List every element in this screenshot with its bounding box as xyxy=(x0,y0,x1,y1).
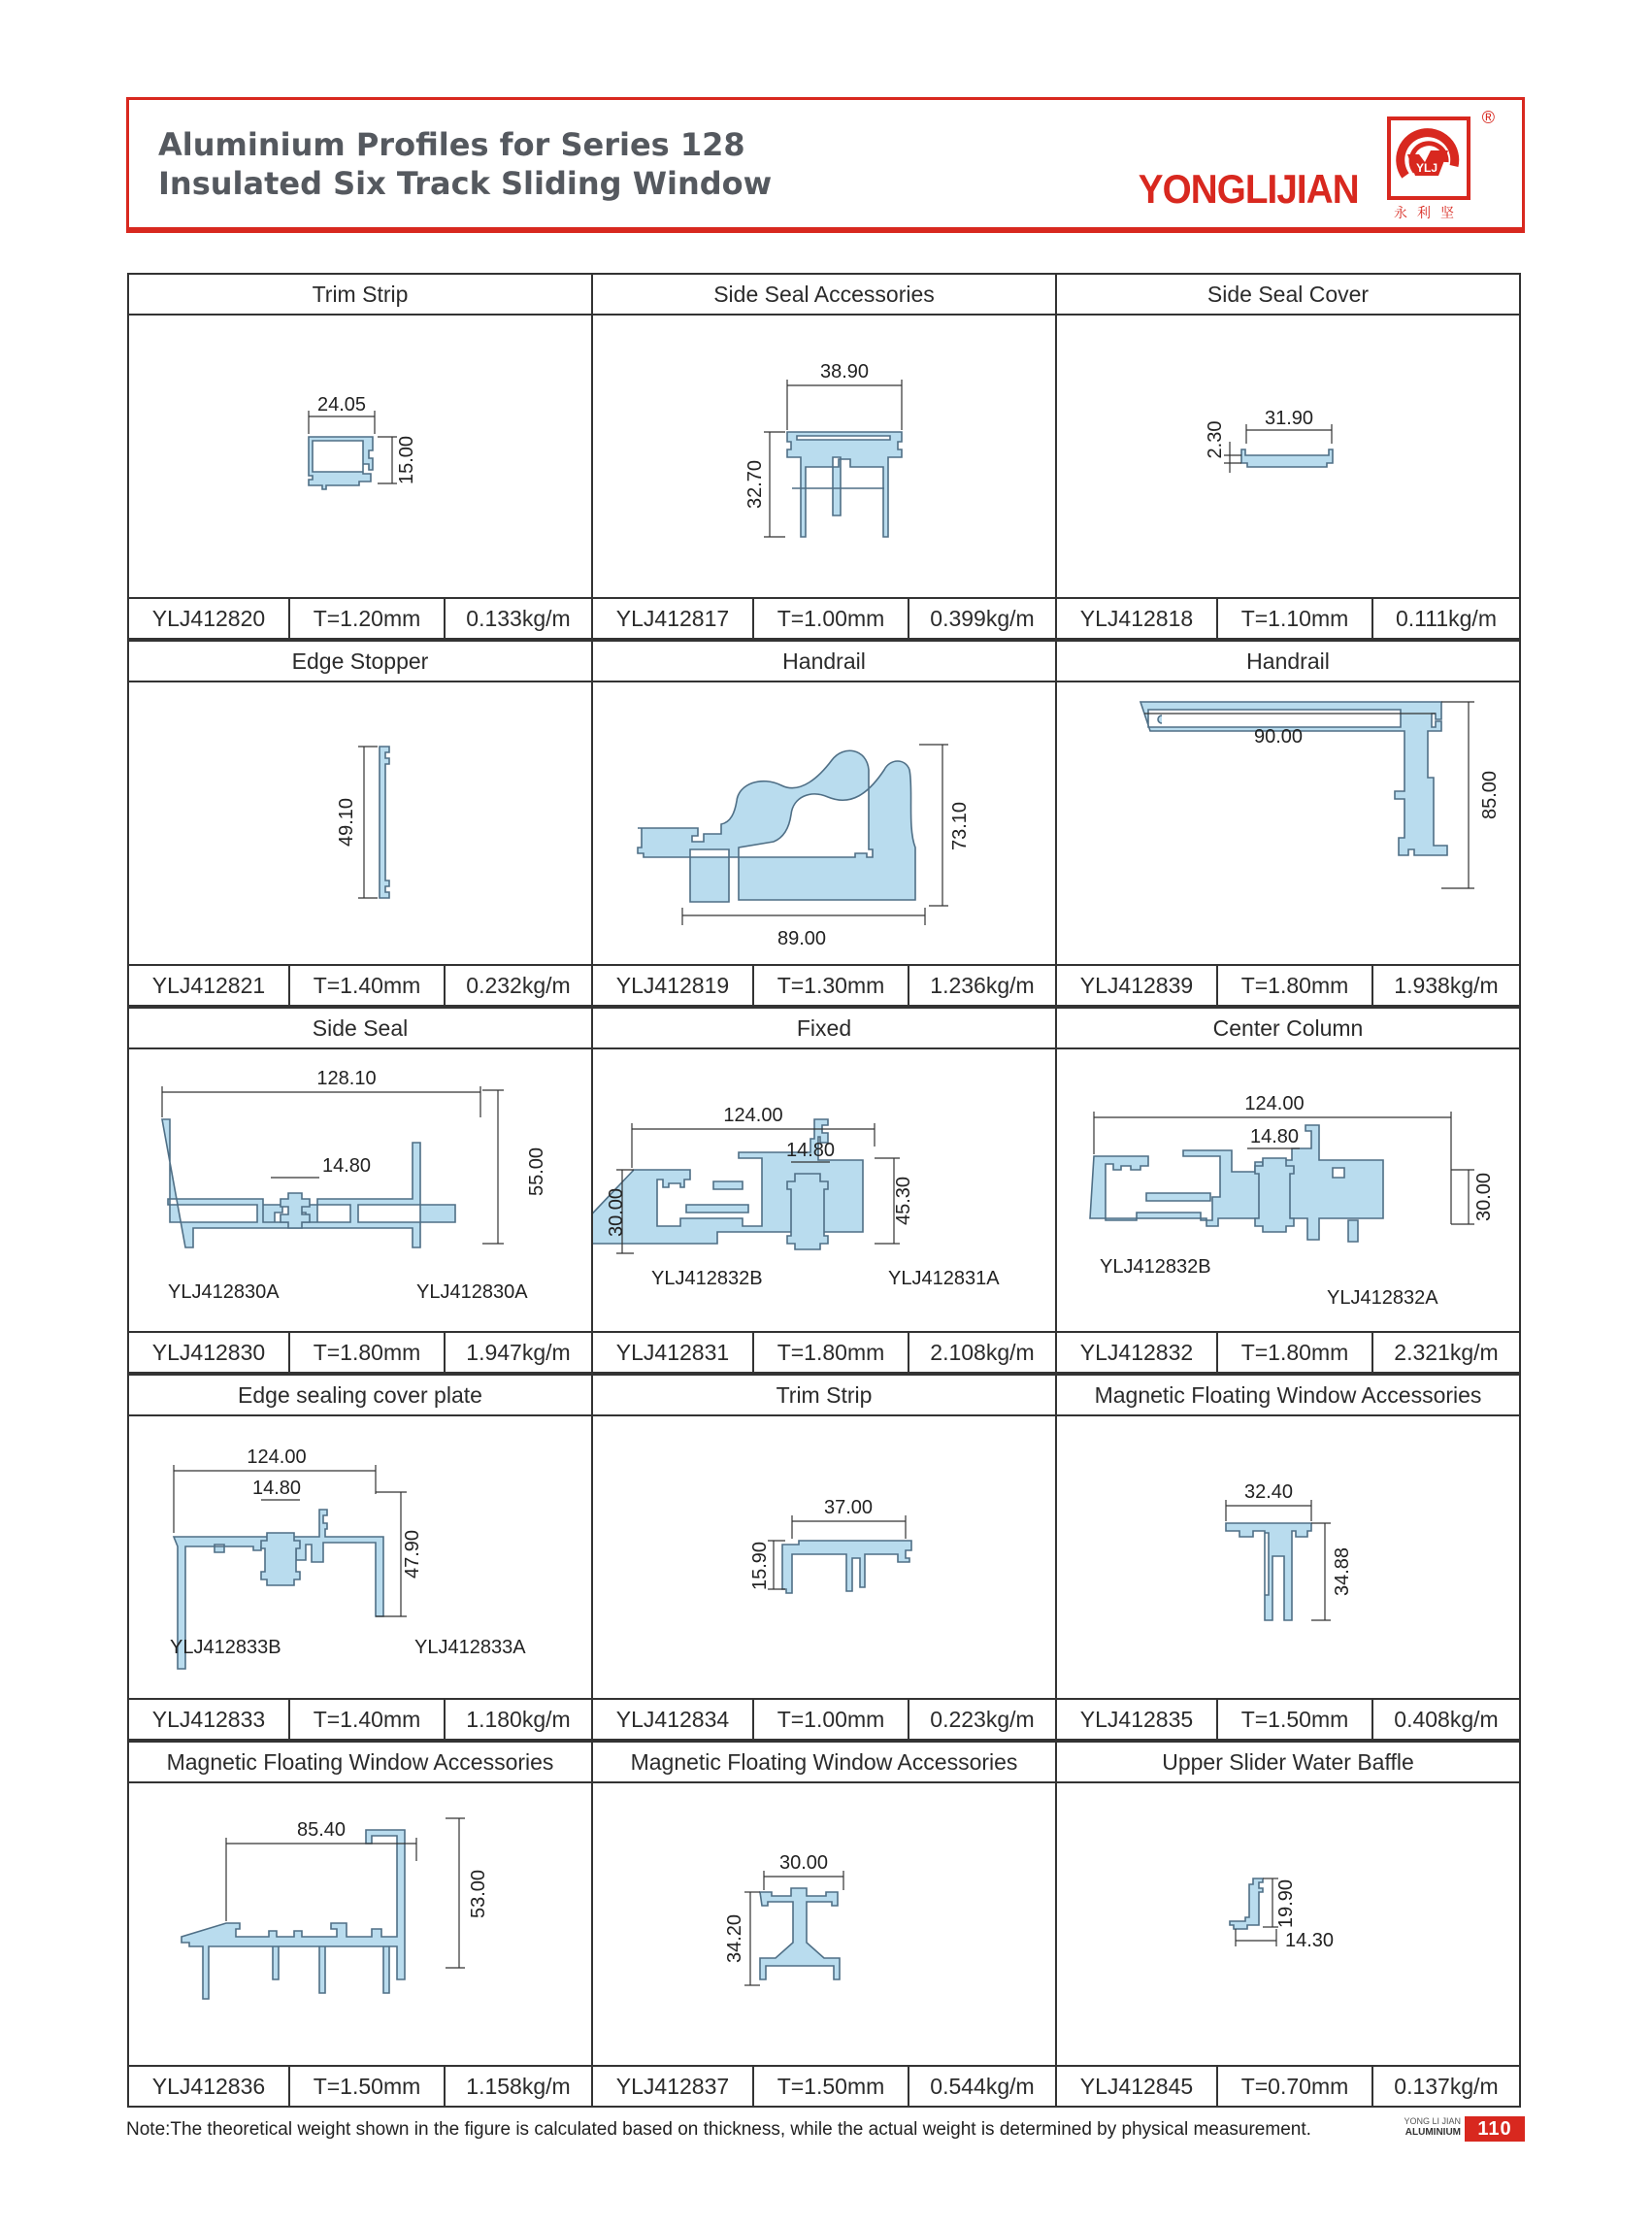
profile-spec-row xyxy=(593,1698,1055,1739)
profile-drawing xyxy=(129,1416,591,1698)
dimension-label: 19.90 xyxy=(1275,1878,1297,1929)
profile-weight: 0.223kg/m xyxy=(930,1707,1035,1732)
profile-spec-row xyxy=(129,1331,591,1372)
profile-name: Fixed xyxy=(593,1009,1055,1049)
profile-weight: 0.133kg/m xyxy=(466,606,571,631)
brand-chinese-name: 永利坚 xyxy=(1394,206,1464,221)
dimension-label: 124.00 xyxy=(723,1105,783,1126)
profile-card xyxy=(591,640,1057,1007)
profile-card xyxy=(127,1741,593,2108)
profile-name: Side Seal Accessories xyxy=(593,275,1055,316)
profile-name: Center Column xyxy=(1057,1009,1519,1049)
profile-name: Edge Stopper xyxy=(129,642,591,682)
profile-spec-row xyxy=(593,597,1055,638)
profile-code: YLJ412819 xyxy=(593,966,754,1005)
profile-spec-row xyxy=(1057,597,1519,638)
part-label: YLJ412833B xyxy=(170,1637,281,1658)
profile-drawing xyxy=(1057,1049,1519,1331)
profile-code: YLJ412820 xyxy=(129,599,290,638)
profile-thickness: T=1.00mm xyxy=(754,1700,909,1739)
profile-drawing xyxy=(1057,682,1519,964)
profile-thickness: T=1.80mm xyxy=(1218,1333,1373,1372)
dimension-label: 32.40 xyxy=(1243,1481,1294,1503)
profile-thickness: T=1.50mm xyxy=(290,2067,446,2106)
profile-weight: 0.232kg/m xyxy=(466,973,571,998)
profile-spec-row xyxy=(1057,1698,1519,1739)
profile-thickness: T=1.20mm xyxy=(290,599,446,638)
profile-name: Handrail xyxy=(1057,642,1519,682)
dimension-label: 34.20 xyxy=(724,1913,745,1964)
dimension-label: 14.80 xyxy=(785,1140,836,1161)
profile-drawing xyxy=(129,682,591,964)
profile-code: YLJ412833 xyxy=(129,1700,290,1739)
dimension-label: 124.00 xyxy=(247,1446,307,1468)
profile-drawing xyxy=(593,1416,1055,1698)
dimension-label: 14.30 xyxy=(1284,1930,1335,1951)
profile-row xyxy=(127,273,1526,640)
profile-spec-row xyxy=(129,964,591,1005)
page-number: 110 xyxy=(1465,2116,1525,2142)
profile-card xyxy=(591,1007,1057,1374)
profile-name: Magnetic Floating Window Accessories xyxy=(593,1743,1055,1783)
profile-code: YLJ412818 xyxy=(1057,599,1218,638)
footer-brand-line-2: ALUMINIUM xyxy=(1404,2127,1461,2138)
profile-drawing xyxy=(129,1049,591,1331)
profile-drawing xyxy=(593,1783,1055,2065)
dimension-label: 55.00 xyxy=(526,1147,547,1197)
profile-card xyxy=(1055,1741,1521,2108)
part-label: YLJ412832B xyxy=(651,1268,763,1289)
profile-thickness: T=0.70mm xyxy=(1218,2067,1373,2106)
profile-thickness: T=1.10mm xyxy=(1218,599,1373,638)
profile-card xyxy=(1055,1007,1521,1374)
profile-thickness: T=1.80mm xyxy=(754,1333,909,1372)
profile-drawing xyxy=(1057,316,1519,597)
dimension-label: 53.00 xyxy=(468,1869,489,1919)
profile-code: YLJ412845 xyxy=(1057,2067,1218,2106)
profile-code: YLJ412831 xyxy=(593,1333,754,1372)
part-label: YLJ412832A xyxy=(1327,1287,1438,1309)
profile-drawing xyxy=(1057,1783,1519,2065)
profile-spec-row xyxy=(1057,2065,1519,2106)
dimension-label: 37.00 xyxy=(823,1497,874,1518)
profile-card xyxy=(1055,640,1521,1007)
footer-brand-line-1: YONG LI JIAN xyxy=(1404,2116,1461,2126)
dimension-label: 34.88 xyxy=(1332,1546,1353,1597)
dimension-label: 2.30 xyxy=(1205,420,1226,459)
profile-drawing xyxy=(1057,1416,1519,1698)
profile-grid xyxy=(127,273,1526,2108)
profile-name: Magnetic Floating Window Accessories xyxy=(1057,1376,1519,1416)
profile-thickness: T=1.00mm xyxy=(754,599,909,638)
profile-weight: 0.137kg/m xyxy=(1394,2074,1499,2099)
dimension-label: 14.80 xyxy=(1249,1126,1300,1147)
part-label: YLJ412830A xyxy=(168,1281,280,1303)
dimension-label: 24.05 xyxy=(316,394,367,415)
profile-name: Side Seal xyxy=(129,1009,591,1049)
part-label: YLJ412833A xyxy=(414,1637,526,1658)
profile-card xyxy=(591,1374,1057,1741)
profile-row xyxy=(127,1007,1526,1374)
profile-spec-row xyxy=(593,964,1055,1005)
page-title xyxy=(158,125,772,203)
profile-weight: 1.938kg/m xyxy=(1394,973,1499,998)
profile-name: Trim Strip xyxy=(129,275,591,316)
dimension-label: 15.90 xyxy=(749,1541,771,1591)
profile-code: YLJ412835 xyxy=(1057,1700,1218,1739)
profile-spec-row xyxy=(1057,964,1519,1005)
profile-weight: 2.108kg/m xyxy=(930,1340,1035,1365)
profile-code: YLJ412839 xyxy=(1057,966,1218,1005)
profile-name: Upper Slider Water Baffle xyxy=(1057,1743,1519,1783)
profile-card xyxy=(1055,1374,1521,1741)
dimension-label: 85.00 xyxy=(1479,770,1501,820)
profile-drawing xyxy=(593,316,1055,597)
registered-mark: ® xyxy=(1481,108,1495,127)
dimension-label: 14.80 xyxy=(321,1155,372,1177)
profile-code: YLJ412817 xyxy=(593,599,754,638)
profile-code: YLJ412832 xyxy=(1057,1333,1218,1372)
profile-card xyxy=(591,273,1057,640)
profile-card xyxy=(591,1741,1057,2108)
profile-weight: 1.158kg/m xyxy=(466,2074,571,2099)
profile-spec-row xyxy=(129,597,591,638)
profile-card xyxy=(127,273,593,640)
profile-spec-row xyxy=(593,2065,1055,2106)
footer-note: Note:The theoretical weight shown in the figure is calculated based on thickness, while the actual weight is determined by physical measurement. xyxy=(126,2119,1311,2140)
profile-weight: 1.236kg/m xyxy=(930,973,1035,998)
svg-text:YLJ: YLJ xyxy=(1416,161,1438,175)
profile-weight: 0.408kg/m xyxy=(1394,1707,1499,1732)
profile-drawing xyxy=(129,316,591,597)
dimension-label: 90.00 xyxy=(1253,726,1304,748)
dimension-label: 30.00 xyxy=(606,1187,627,1238)
part-label: YLJ412830A xyxy=(416,1281,528,1303)
profile-drawing xyxy=(593,1049,1055,1331)
dimension-label: 124.00 xyxy=(1244,1093,1305,1114)
profile-spec-row xyxy=(593,1331,1055,1372)
brand-logo-icon xyxy=(1386,116,1471,201)
profile-drawing xyxy=(129,1783,591,2065)
profile-spec-row xyxy=(1057,1331,1519,1372)
page-header xyxy=(126,97,1525,233)
profile-card xyxy=(127,640,593,1007)
dimension-label: 47.90 xyxy=(402,1529,423,1579)
profile-card xyxy=(127,1007,593,1374)
dimension-label: 15.00 xyxy=(396,435,417,485)
dimension-label: 85.40 xyxy=(296,1819,347,1841)
dimension-label: 49.10 xyxy=(336,797,357,848)
profile-row xyxy=(127,1741,1526,2108)
profile-thickness: T=1.80mm xyxy=(290,1333,446,1372)
profile-thickness: T=1.50mm xyxy=(754,2067,909,2106)
profile-thickness: T=1.40mm xyxy=(290,1700,446,1739)
page-number-badge xyxy=(1393,2116,1525,2144)
dimension-label: 89.00 xyxy=(776,928,827,949)
dimension-label: 45.30 xyxy=(893,1176,914,1226)
brand-name: YONGLIJIAN xyxy=(1139,166,1359,212)
dimension-label: 30.00 xyxy=(1473,1172,1495,1222)
part-label: YLJ412832B xyxy=(1100,1256,1211,1278)
profile-row xyxy=(127,1374,1526,1741)
dimension-label: 30.00 xyxy=(778,1852,829,1874)
profile-card xyxy=(127,1374,593,1741)
title-line-2: Insulated Six Track Sliding Window xyxy=(158,165,773,202)
profile-weight: 2.321kg/m xyxy=(1394,1340,1499,1365)
profile-thickness: T=1.80mm xyxy=(1218,966,1373,1005)
profile-name: Edge sealing cover plate xyxy=(129,1376,591,1416)
profile-spec-row xyxy=(129,2065,591,2106)
profile-code: YLJ412834 xyxy=(593,1700,754,1739)
dimension-label: 73.10 xyxy=(949,801,971,851)
profile-code: YLJ412837 xyxy=(593,2067,754,2106)
dimension-label: 14.80 xyxy=(251,1478,302,1499)
profile-thickness: T=1.40mm xyxy=(290,966,446,1005)
profile-name: Magnetic Floating Window Accessories xyxy=(129,1743,591,1783)
dimension-label: 31.90 xyxy=(1264,408,1314,429)
profile-drawing xyxy=(593,682,1055,964)
profile-card xyxy=(1055,273,1521,640)
profile-weight: 1.180kg/m xyxy=(466,1707,571,1732)
profile-thickness: T=1.50mm xyxy=(1218,1700,1373,1739)
profile-weight: 0.399kg/m xyxy=(930,606,1035,631)
profile-weight: 0.544kg/m xyxy=(930,2074,1035,2099)
profile-thickness: T=1.30mm xyxy=(754,966,909,1005)
profile-spec-row xyxy=(129,1698,591,1739)
dimension-label: 32.70 xyxy=(744,459,766,510)
profile-name: Trim Strip xyxy=(593,1376,1055,1416)
profile-code: YLJ412821 xyxy=(129,966,290,1005)
dimension-label: 128.10 xyxy=(316,1068,377,1089)
profile-code: YLJ412830 xyxy=(129,1333,290,1372)
profile-row xyxy=(127,640,1526,1007)
profile-name: Side Seal Cover xyxy=(1057,275,1519,316)
profile-name: Handrail xyxy=(593,642,1055,682)
profile-weight: 0.111kg/m xyxy=(1396,606,1497,631)
profile-weight: 1.947kg/m xyxy=(466,1340,571,1365)
title-line-1: Aluminium Profiles for Series 128 xyxy=(158,126,745,163)
dimension-label: 38.90 xyxy=(819,361,870,382)
profile-code: YLJ412836 xyxy=(129,2067,290,2106)
part-label: YLJ412831A xyxy=(888,1268,1000,1289)
